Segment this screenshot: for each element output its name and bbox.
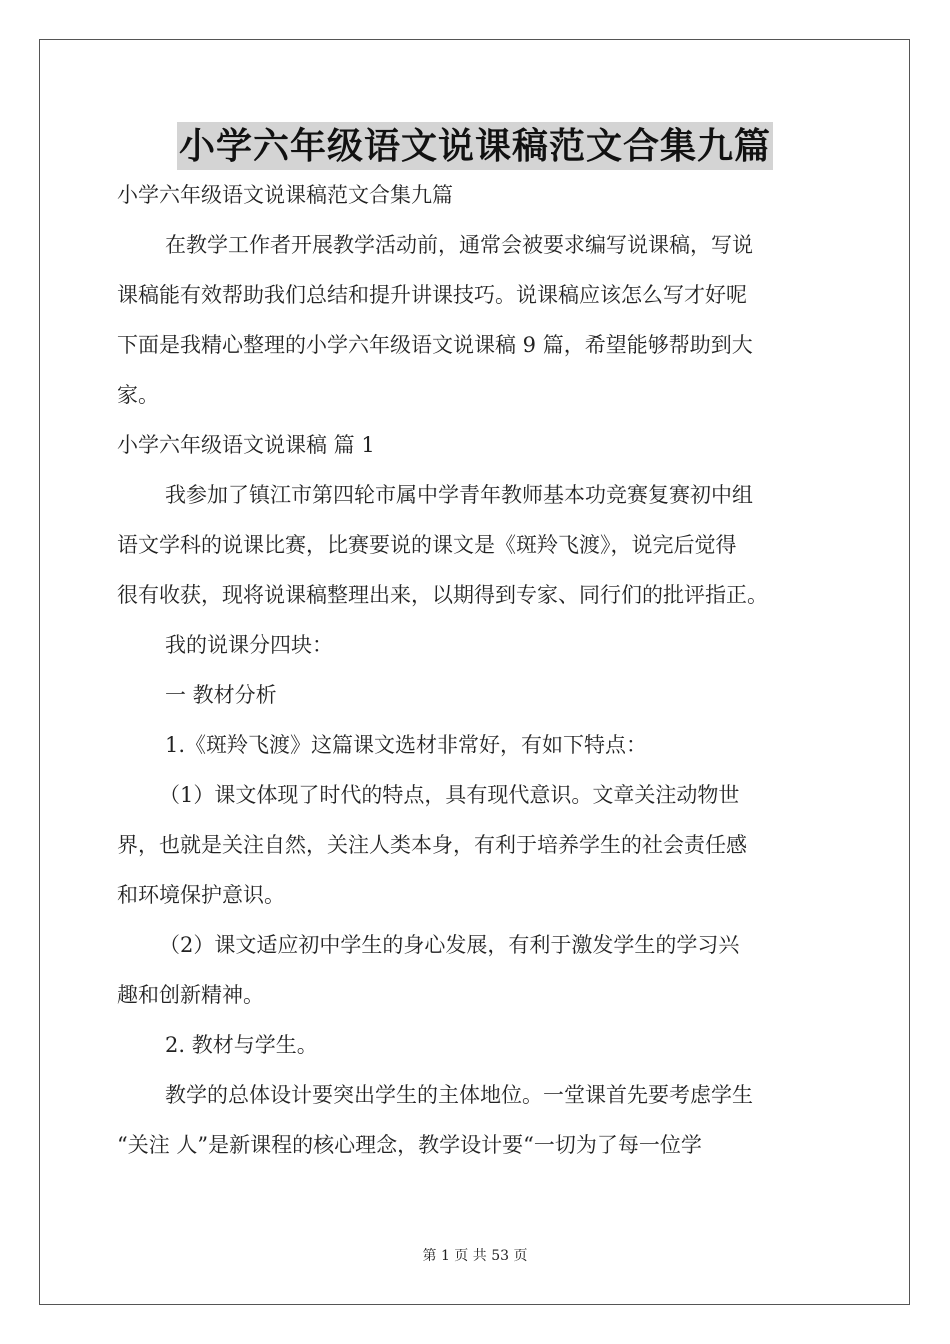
title-wrap xyxy=(0,122,950,170)
page-footer: 第 1 页 共 53 页 xyxy=(422,1248,528,1264)
paragraph-line: 教学的总体设计要突出学生的主体地位。一堂课首先要考虑学生 xyxy=(165,1083,753,1107)
paragraph-line: 家。 xyxy=(117,383,159,407)
paragraph-line: 在教学工作者开展教学活动前，通常会被要求编写说课稿，写说 xyxy=(165,233,753,257)
paragraph-line: 课稿能有效帮助我们总结和提升讲课技巧。说课稿应该怎么写才好呢 xyxy=(117,283,747,307)
section-heading: 小学六年级语文说课稿 篇 1 xyxy=(117,433,375,457)
paragraph-line: （2）课文适应初中学生的身心发展，有利于激发学生的学习兴 xyxy=(159,933,740,957)
paragraph-line: 趣和创新精神。 xyxy=(117,983,264,1007)
paragraph-line: 很有收获，现将说课稿整理出来，以期得到专家、同行们的批评指正。 xyxy=(117,583,768,607)
paragraph-line: 界，也就是关注自然，关注人类本身，有利于培养学生的社会责任感 xyxy=(117,833,747,857)
paragraph-line: “关注 人”是新课程的核心理念，教学设计要“一切为了每一位学 xyxy=(117,1133,702,1157)
paragraph-line: 下面是我精心整理的小学六年级语文说课稿 9 篇，希望能够帮助到大 xyxy=(117,333,753,357)
paragraph-line: 我的说课分四块： xyxy=(165,633,333,657)
section-heading: 一 教材分析 xyxy=(165,683,277,707)
paragraph-line: 1.《斑羚飞渡》这篇课文选材非常好，有如下特点： xyxy=(165,733,648,757)
paragraph-line: 语文学科的说课比赛，比赛要说的课文是《斑羚飞渡》，说完后觉得 xyxy=(117,533,737,557)
paragraph-line: 我参加了镇江市第四轮市属中学青年教师基本功竞赛复赛初中组 xyxy=(165,483,753,507)
document-title: 小学六年级语文说课稿范文合集九篇 xyxy=(177,122,773,170)
paragraph-line: （1）课文体现了时代的特点，具有现代意识。文章关注动物世 xyxy=(159,783,740,807)
paragraph-line: 和环境保护意识。 xyxy=(117,883,285,907)
paragraph-line: 2. 教材与学生。 xyxy=(165,1033,318,1057)
subtitle-line: 小学六年级语文说课稿范文合集九篇 xyxy=(117,183,453,207)
document-body xyxy=(117,178,839,1162)
